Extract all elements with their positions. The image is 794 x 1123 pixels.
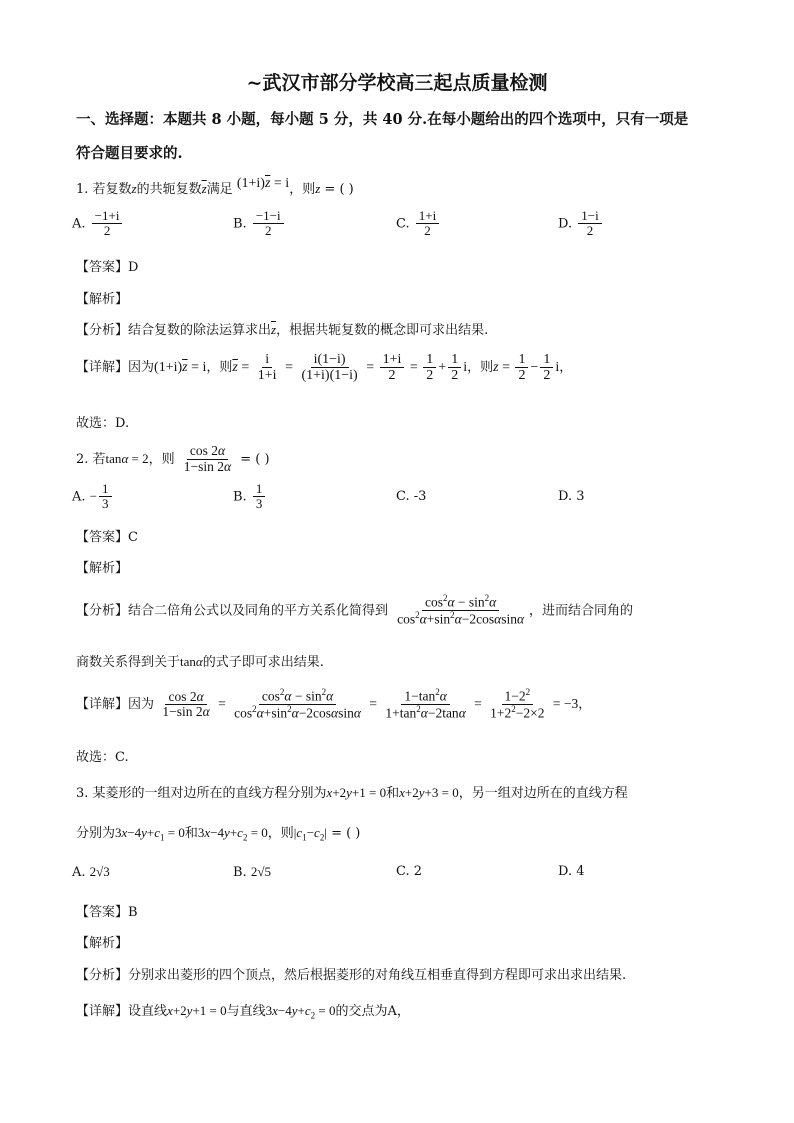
q2-fenxi-c: 商数关系得到关于	[76, 655, 181, 670]
q2-fenxi-d: 的式子即可求出结果.	[202, 655, 324, 670]
q1-option-d-num: 1−i	[578, 209, 601, 224]
q3-detail: 【详解】设直线x+2y+1 = 0与直线$3x-4y+c_2 = 0$的交点为A，	[76, 1003, 410, 1021]
q1-option-c	[396, 209, 441, 239]
q2-stem: 2. 若tanα = 2，则 $\frac{\cos 2\alpha}{1-\sin 2\alpha}$ = ( )	[76, 443, 270, 474]
q3-stem-line1: 3. 某菱形的一组对边所在的直线方程分别为x+2y+1 = 0和x+2y+3 = 0，另一组对边所在的直线方程	[76, 785, 628, 801]
q3-option-a-value: 2√3	[89, 864, 110, 879]
q2-detail-end: ，	[578, 696, 592, 712]
q1-option-c-den: 2	[424, 223, 431, 239]
q2-stem-c: = ( )	[240, 451, 270, 467]
q2-detail-tag: 【详解】	[76, 696, 129, 712]
section-heading-line2: 符合题目要求的.	[76, 145, 183, 162]
q2-fenxi-a: 结合二倍角公式以及同角的平方关系化简得到	[128, 603, 389, 619]
q2-conclusion: 故选：C.	[76, 750, 129, 765]
q3-fenxi-tag: 【分析】	[76, 968, 129, 983]
q1-option-d-den: 2	[586, 223, 594, 239]
q2-stem-b: ，则	[148, 451, 175, 467]
q2-option-a: A. − $\frac{1}{3}$	[72, 482, 114, 512]
q1-stem-text-e: = ( )	[324, 182, 354, 197]
q3-option-b-value: 2√5	[250, 864, 271, 879]
q1-option-d-letter: D.	[558, 216, 573, 232]
q1-stem-text-b: 的共轭复数	[136, 182, 202, 197]
q3-fenxi	[76, 964, 626, 983]
q1-detail-c: ，则	[467, 360, 494, 376]
q3-stem-a: 3. 某菱形的一组对边所在的直线方程分别为	[76, 786, 327, 801]
q3-option-b: B. 2√5	[233, 864, 271, 880]
q1-option-a	[72, 209, 124, 239]
q1-fenxi-a: 结合复数的除法运算求出	[128, 323, 272, 338]
q1-stem-text-c: 满足	[206, 182, 233, 197]
q2-option-c: C. -3	[396, 489, 427, 504]
q1-option-b-den: 2	[264, 223, 272, 239]
q1-option-b-num: −1−i	[253, 209, 284, 224]
q3-answer	[76, 901, 138, 920]
q1-option-d	[558, 209, 604, 239]
q3-option-a: A. 2√3	[72, 864, 110, 880]
q1-stem-text-a: 1. 若复数	[76, 182, 132, 197]
q1-detail-b: ，则	[206, 360, 233, 376]
q1-option-c-num: 1+i	[416, 209, 439, 224]
q3-detail-c: 的交点为A，	[335, 1004, 410, 1019]
q2-answer	[76, 526, 138, 545]
q3-stem-line2: 分别为$3x-4y+c_1 = 0$和$3x-4y+c_2 = 0$，则$|c_1-c_2|$ = ( )	[76, 825, 361, 843]
q1-option-a-letter: A.	[72, 216, 86, 232]
q3-detail-b: 与直线	[226, 1004, 266, 1019]
q3-answer-tag: 【答案】	[76, 905, 129, 920]
q2-fenxi-b: ，进而结合同角的	[529, 603, 634, 619]
q2-detail-a: 因为	[128, 696, 155, 712]
q1-fenxi-tag: 【分析】	[76, 323, 129, 338]
page-title: ~武汉市部分学校高三起点质量检测	[246, 72, 548, 94]
q1-detail-d: ，	[559, 360, 573, 376]
q1-fenxi: 【分析】结合复数的除法运算求出$\overline{z}$，根据共轭复数的概念即可求出结果.	[76, 322, 489, 338]
q1-option-a-den: 2	[103, 223, 111, 239]
q1-detail-tag: 【详解】	[76, 360, 129, 376]
q1-option-c-letter: C.	[396, 216, 410, 232]
q3-answer-value: B	[128, 905, 138, 920]
q1-fenxi-b: ，根据共轭复数的概念即可求出结果.	[276, 323, 489, 338]
q3-stem-e: 和	[184, 826, 198, 841]
q1-option-b	[233, 209, 286, 239]
q1-answer-tag: 【答案】	[76, 260, 129, 275]
q2-fenxi: 【分析】结合二倍角公式以及同角的平方关系化简得到 $\frac{\cos^2\alpha - \sin^2\alpha}{\cos^2\alpha+\sin^2\alpha-2\cos\alpha\sin\alpha}$ ，进而结合同角的	[76, 593, 634, 627]
q1-option-a-num: −1+i	[92, 209, 123, 224]
q2-option-d: D. 3	[558, 489, 585, 504]
section-heading-line1: 一、选择题：本题共 8 小题，每小题 5 分，共 40 分.在每小题给出的四个选项中，只有一项是	[76, 111, 689, 128]
q1-answer-value: D	[128, 260, 139, 275]
q3-detail-tag: 【详解】	[76, 1004, 129, 1019]
q1-option-b-letter: B.	[233, 216, 247, 232]
q3-option-d: D. 4	[558, 864, 585, 879]
q3-stem-g: = ( )	[331, 826, 361, 841]
q2-answer-value: C	[128, 530, 138, 545]
q2-fenxi-tag: 【分析】	[76, 603, 129, 619]
q3-detail-a: 设直线	[128, 1004, 168, 1019]
q3-stem-c: ，另一组对边所在的直线方程	[458, 786, 628, 801]
q3-fenxi-text: 分别求出菱形的四个顶点，然后根据菱形的对角线互相垂直得到方程即可求出求出结果.	[128, 968, 627, 983]
q2-stem-a: 2. 若	[76, 451, 106, 467]
q1-stem-text-d: ，则	[289, 182, 316, 197]
q1-answer	[76, 256, 138, 275]
q1-detail: 【详解】因为$(1+i)\overline{z} = i$，则$\overline{z}$ = $\frac{i}{1+i}$ = $\frac{i(1-i)}{(1+i)(1-i)}$ = $\frac{1+i}{2}$ = $\frac{1}{2}$ + $\frac{1}{2}$ i，则z = $\frac{1}{2}$ − $\frac{1}{2}$ i，	[76, 352, 573, 384]
q3-analysis-tag: 【解析】	[76, 936, 129, 951]
q1-analysis-tag: 【解析】	[76, 292, 129, 307]
q3-option-c: C. 2	[396, 864, 423, 879]
q1-conclusion: 故选：D.	[76, 416, 130, 431]
q2-detail: 【详解】因为 $\frac{\cos 2\alpha}{1-\sin 2\alpha}$ = $\frac{\cos^2\alpha - \sin^2\alpha}{\cos^2\alpha+\sin^2\alpha-2\cos\alpha\sin\alpha}$ = $\frac{1-\tan^2\alpha}{1+\tan^2\alpha-2\tan\alpha}$ = $\frac{1-2^2}{1+2^2-2\times 2}$ = −3，	[76, 687, 592, 721]
q3-stem-b: 和	[386, 786, 400, 801]
q2-option-b: B. $\frac{1}{3}$	[233, 482, 267, 512]
q1-stem: 1. 若复数z的共轭复数$\overline{z}$满足 $(1+i)\overline{z} = i$，则z = ( )	[76, 176, 354, 197]
q1-detail-a: 因为	[128, 360, 155, 376]
q2-analysis-tag: 【解析】	[76, 561, 129, 576]
q3-stem-f: ，则	[267, 826, 294, 841]
q3-stem-d: 分别为	[76, 826, 116, 841]
q2-fenxi-line2: 商数关系得到关于tanα的式子即可求出结果.	[76, 654, 324, 670]
q2-answer-tag: 【答案】	[76, 530, 129, 545]
